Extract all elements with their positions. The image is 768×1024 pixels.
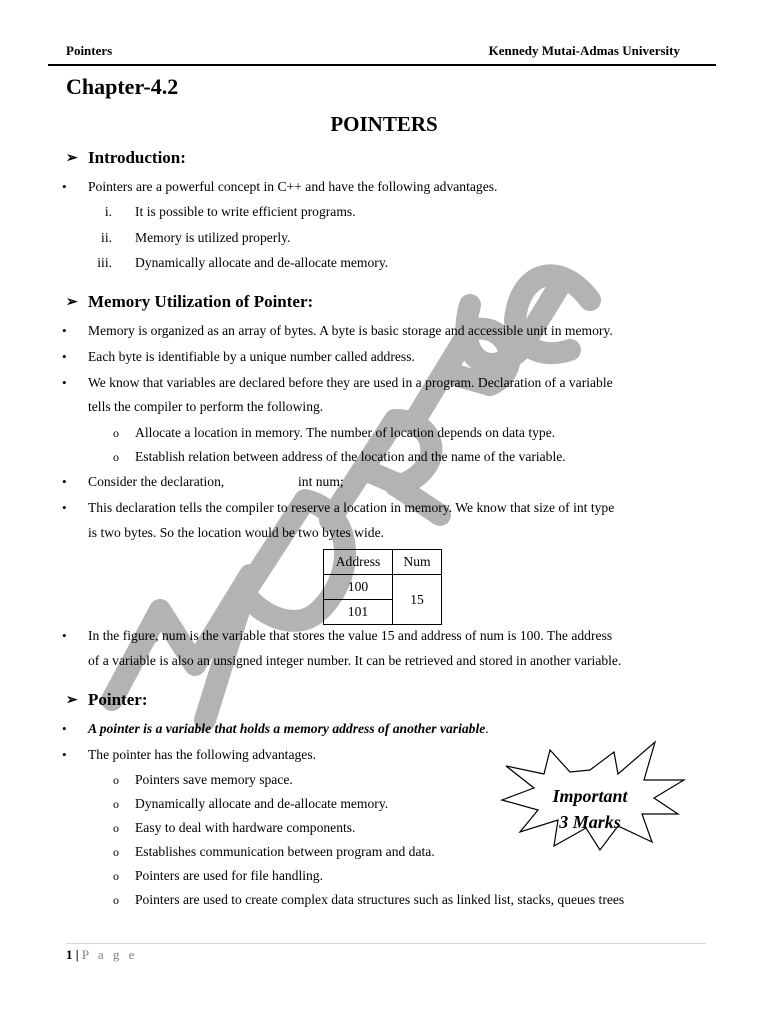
list-item: Memory is utilized properly. bbox=[135, 230, 291, 245]
memory-table bbox=[323, 549, 442, 625]
advantage-item: Pointers save memory space. bbox=[135, 772, 293, 787]
advantage-item: Pointers are used to create complex data structures such as linked list, stacks, queues trees bbox=[135, 892, 625, 907]
memory-paragraph: Memory is organized as an array of bytes. A byte is basic storage and accessible unit in memory. bbox=[88, 323, 613, 338]
list-number: i. bbox=[104, 204, 112, 219]
arrow-bullet-icon: ➢ bbox=[66, 150, 78, 166]
section-heading-label: Memory Utilization of Pointer: bbox=[88, 292, 314, 311]
advantage-item: Pointers are used for file handling. bbox=[135, 868, 323, 883]
section-heading-introduction bbox=[66, 148, 186, 168]
bullet-icon: • bbox=[62, 747, 67, 762]
table-header-address: Address bbox=[324, 550, 393, 575]
sub-list-item: Establish relation between address of the location and the name of the variable. bbox=[135, 449, 566, 464]
footer-separator: | bbox=[75, 947, 79, 962]
list-number: ii. bbox=[101, 230, 112, 245]
list-item: Dynamically allocate and de-allocate memory. bbox=[135, 255, 389, 270]
header-university: Kennedy Mutai-Admas University bbox=[488, 43, 680, 58]
section-heading-memory bbox=[66, 292, 313, 312]
bullet-icon: • bbox=[62, 721, 67, 736]
memory-paragraph: In the figure, num is the variable that stores the value 15 and address of num is 100. The address bbox=[88, 628, 613, 643]
list-item: It is possible to write efficient programs. bbox=[135, 204, 356, 219]
chapter-heading: Chapter-4.2 bbox=[66, 74, 179, 99]
page-number: 1 bbox=[66, 947, 73, 962]
memory-paragraph: Each byte is identifiable by a unique number called address. bbox=[88, 349, 415, 364]
callout-line-2: 3 Marks bbox=[559, 812, 621, 832]
intro-paragraph: Pointers are a powerful concept in C++ and have the following advantages. bbox=[88, 179, 498, 194]
callout-line-1: Important bbox=[552, 786, 628, 806]
pointer-definition-text: A pointer is a variable that holds a memory address of another variable bbox=[88, 721, 486, 736]
bullet-icon: • bbox=[62, 375, 67, 390]
circle-bullet-icon: o bbox=[113, 773, 119, 787]
memory-paragraph-continued: tells the compiler to perform the following. bbox=[88, 399, 324, 414]
bullet-icon: • bbox=[62, 474, 67, 489]
table-header-num: Num bbox=[393, 550, 442, 575]
advantage-item: Establishes communication between program and data. bbox=[135, 844, 435, 859]
list-number: iii. bbox=[97, 255, 112, 270]
circle-bullet-icon: o bbox=[113, 821, 119, 835]
table-cell-value: 15 bbox=[393, 575, 442, 625]
circle-bullet-icon: o bbox=[113, 450, 119, 464]
pointer-definition bbox=[88, 721, 489, 737]
footer-divider bbox=[66, 943, 706, 944]
header-title: Pointers bbox=[66, 43, 113, 58]
circle-bullet-icon: o bbox=[113, 426, 119, 440]
memory-paragraph-continued: is two bytes. So the location would be two bytes wide. bbox=[88, 525, 385, 540]
memory-paragraph: Consider the declaration, bbox=[88, 474, 225, 489]
header-divider bbox=[48, 64, 716, 66]
circle-bullet-icon: o bbox=[113, 893, 119, 907]
page-footer bbox=[66, 947, 137, 963]
table-cell-address: 100 bbox=[324, 575, 393, 600]
bullet-icon: • bbox=[62, 628, 67, 643]
memory-paragraph: This declaration tells the compiler to reserve a location in memory. We know that size of int type bbox=[88, 500, 615, 515]
advantage-item: Dynamically allocate and de-allocate memory. bbox=[135, 796, 389, 811]
circle-bullet-icon: o bbox=[113, 845, 119, 859]
arrow-bullet-icon: ➢ bbox=[66, 294, 78, 310]
page-title: POINTERS bbox=[330, 112, 438, 136]
bullet-icon: • bbox=[62, 323, 67, 338]
arrow-bullet-icon: ➢ bbox=[66, 692, 78, 708]
section-heading-label: Pointer: bbox=[88, 690, 148, 709]
pointer-definition-period: . bbox=[485, 721, 489, 736]
table-cell-address: 101 bbox=[324, 600, 393, 625]
memory-paragraph: We know that variables are declared before they are used in a program. Declaration of a variable bbox=[88, 375, 613, 390]
circle-bullet-icon: o bbox=[113, 869, 119, 883]
pointer-paragraph: The pointer has the following advantages. bbox=[88, 747, 317, 762]
code-declaration: int num; bbox=[298, 474, 344, 489]
bullet-icon: • bbox=[62, 349, 67, 364]
circle-bullet-icon: o bbox=[113, 797, 119, 811]
section-heading-label: Introduction: bbox=[88, 148, 186, 167]
memory-paragraph-continued: of a variable is also an unsigned integer number. It can be retrieved and stored in another variable. bbox=[88, 653, 622, 668]
page-word: P a g e bbox=[81, 947, 138, 962]
sub-list-item: Allocate a location in memory. The number of location depends on data type. bbox=[135, 425, 556, 440]
advantage-item: Easy to deal with hardware components. bbox=[135, 820, 356, 835]
section-heading-pointer bbox=[66, 690, 147, 710]
bullet-icon: • bbox=[62, 179, 67, 194]
bullet-icon: • bbox=[62, 500, 67, 515]
